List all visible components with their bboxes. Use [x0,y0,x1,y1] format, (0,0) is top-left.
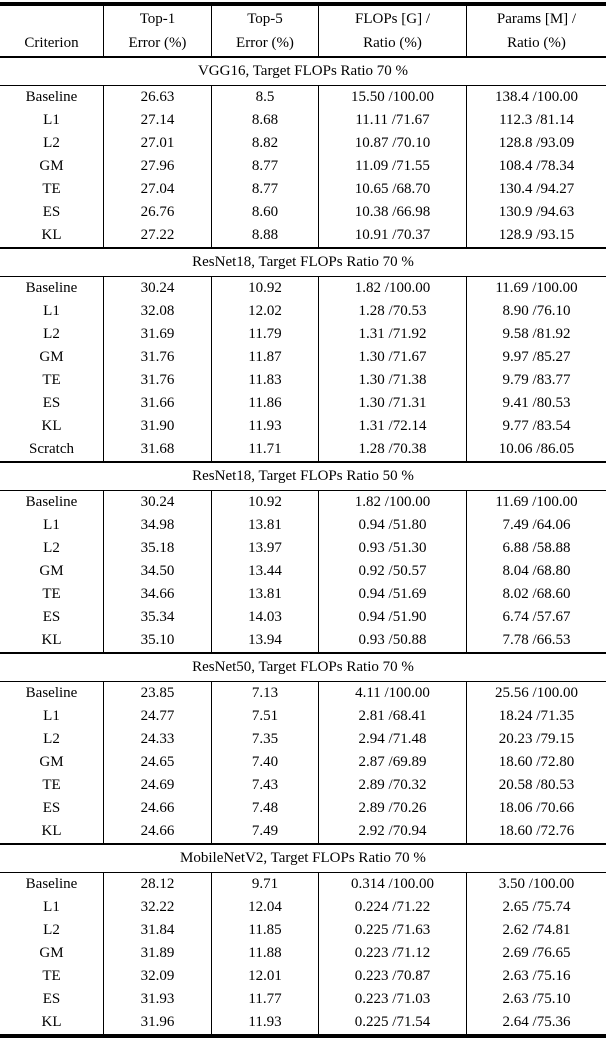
section-title: ResNet50, Target FLOPs Ratio 70 % [192,659,414,675]
cell-params: 9.41 /80.53 [466,392,606,415]
cell-params: 108.4 /78.34 [466,155,606,178]
cell-params: 128.8 /93.09 [466,132,606,155]
cell-params: 2.69 /76.65 [466,942,606,965]
cell-top5: 11.93 [211,1011,318,1034]
cell-flops: 2.89 /70.26 [318,797,466,820]
cell-criterion: L1 [43,112,60,128]
table-row [0,224,606,247]
cell-top1: 30.24 [103,491,211,514]
section-title: MobileNetV2, Target FLOPs Ratio 70 % [180,850,426,866]
cell-flops: 10.91 /70.37 [318,224,466,247]
cell-flops: 2.81 /68.41 [318,705,466,728]
cell-top1: 31.66 [103,392,211,415]
table-header-row [0,6,606,56]
cell-top1: 32.09 [103,965,211,988]
cell-top5: 10.92 [211,277,318,300]
cell-params: 9.77 /83.54 [466,415,606,438]
cell-flops: 0.223 /71.12 [318,942,466,965]
cell-top5: 13.44 [211,560,318,583]
cell-flops: 0.94 /51.90 [318,606,466,629]
cell-criterion: Baseline [25,494,78,510]
cell-top5: 7.40 [211,751,318,774]
cell-top1: 26.76 [103,201,211,224]
table-row [0,751,606,774]
table-row [0,109,606,132]
cell-top1: 27.01 [103,132,211,155]
cell-criterion: TE [42,181,61,197]
table-row [0,155,606,178]
cell-top1: 24.65 [103,751,211,774]
cell-top1: 31.89 [103,942,211,965]
table-row [0,323,606,346]
table-row [0,965,606,988]
cell-flops: 1.31 /72.14 [318,415,466,438]
cell-criterion: L1 [43,899,60,915]
table-row [0,988,606,1011]
cell-criterion: GM [39,158,64,174]
cell-top1: 27.22 [103,224,211,247]
header-top1-line1: Top-1 [139,11,176,27]
cell-top5: 8.68 [211,109,318,132]
section-title: VGG16, Target FLOPs Ratio 70 % [197,63,409,79]
cell-top1: 27.96 [103,155,211,178]
table-row [0,606,606,629]
cell-top5: 11.86 [211,392,318,415]
bottom-rule [0,1034,606,1038]
column-header-top1-error [103,6,211,56]
cell-params: 138.4 /100.00 [466,86,606,109]
cell-top1: 35.34 [103,606,211,629]
cell-top1: 30.24 [103,277,211,300]
cell-top1: 24.66 [103,797,211,820]
cell-top5: 10.92 [211,491,318,514]
cell-top5: 7.35 [211,728,318,751]
cell-top5: 13.81 [211,514,318,537]
table-row [0,132,606,155]
cell-top5: 11.77 [211,988,318,1011]
cell-params: 9.79 /83.77 [466,369,606,392]
cell-params: 7.49 /64.06 [466,514,606,537]
cell-criterion: ES [42,800,61,816]
cell-top1: 24.66 [103,820,211,843]
cell-criterion: L1 [43,708,60,724]
cell-top5: 12.01 [211,965,318,988]
column-header-params-ratio [466,6,606,56]
header-spacer [0,7,103,31]
cell-params: 18.06 /70.66 [466,797,606,820]
cell-params: 11.69 /100.00 [466,277,606,300]
header-top5-line2: Error (%) [236,35,294,51]
cell-top1: 26.63 [103,86,211,109]
cell-top1: 31.69 [103,323,211,346]
cell-criterion: L1 [43,517,60,533]
header-flops-line1: FLOPs [G] / [354,11,430,27]
cell-params: 18.60 /72.80 [466,751,606,774]
cell-top5: 11.88 [211,942,318,965]
table-row [0,705,606,728]
cell-criterion: L2 [43,540,60,556]
cell-top1: 34.50 [103,560,211,583]
cell-criterion: ES [42,991,61,1007]
cell-params: 130.4 /94.27 [466,178,606,201]
cell-top5: 13.97 [211,537,318,560]
cell-top5: 8.77 [211,155,318,178]
cell-criterion: TE [42,372,61,388]
cell-criterion: Baseline [25,280,78,296]
table-row [0,491,606,514]
cell-criterion: L2 [43,922,60,938]
cell-flops: 10.38 /66.98 [318,201,466,224]
cell-top5: 12.02 [211,300,318,323]
cell-top5: 11.85 [211,919,318,942]
header-top1-line2: Error (%) [128,35,187,51]
cell-criterion: KL [41,227,62,243]
cell-params: 2.63 /75.16 [466,965,606,988]
cell-params: 8.90 /76.10 [466,300,606,323]
cell-params: 2.62 /74.81 [466,919,606,942]
cell-top5: 12.04 [211,896,318,919]
cell-flops: 0.314 /100.00 [318,873,466,896]
cell-top1: 24.77 [103,705,211,728]
cell-flops: 2.94 /71.48 [318,728,466,751]
table-row [0,682,606,705]
table-row [0,438,606,461]
cell-flops: 2.89 /70.32 [318,774,466,797]
cell-top5: 7.51 [211,705,318,728]
cell-top5: 11.87 [211,346,318,369]
cell-criterion: L2 [43,731,60,747]
cell-top5: 13.94 [211,629,318,652]
cell-top1: 31.96 [103,1011,211,1034]
table-body [0,58,606,1038]
cell-criterion: GM [39,563,64,579]
cell-params: 9.97 /85.27 [466,346,606,369]
cell-params: 18.24 /71.35 [466,705,606,728]
cell-flops: 11.09 /71.55 [318,155,466,178]
table-row [0,583,606,606]
cell-params: 112.3 /81.14 [466,109,606,132]
table-row [0,896,606,919]
cell-criterion: KL [41,632,62,648]
cell-params: 10.06 /86.05 [466,438,606,461]
cell-params: 2.64 /75.36 [466,1011,606,1034]
cell-top5: 8.5 [211,86,318,109]
cell-flops: 10.87 /70.10 [318,132,466,155]
cell-top5: 11.93 [211,415,318,438]
cell-criterion: ES [42,204,61,220]
header-params-line2: Ratio (%) [507,35,566,51]
cell-flops: 1.28 /70.53 [318,300,466,323]
table-row [0,201,606,224]
cell-params: 2.63 /75.10 [466,988,606,1011]
table-row [0,629,606,652]
cell-flops: 10.65 /68.70 [318,178,466,201]
cell-flops: 0.92 /50.57 [318,560,466,583]
cell-criterion: GM [39,349,64,365]
cell-flops: 0.93 /50.88 [318,629,466,652]
table-row [0,300,606,323]
cell-top1: 27.04 [103,178,211,201]
column-header-top5-error [211,6,318,56]
cell-top5: 7.49 [211,820,318,843]
cell-flops: 1.30 /71.31 [318,392,466,415]
cell-params: 6.74 /57.67 [466,606,606,629]
cell-params: 6.88 /58.88 [466,537,606,560]
column-header-criterion [0,6,103,56]
cell-flops: 0.225 /71.54 [318,1011,466,1034]
cell-top5: 7.48 [211,797,318,820]
cell-flops: 2.92 /70.94 [318,820,466,843]
table-row [0,1011,606,1034]
header-params-line1: Params [M] / [496,11,577,27]
cell-flops: 1.30 /71.67 [318,346,466,369]
cell-params: 2.65 /75.74 [466,896,606,919]
cell-flops: 1.30 /71.38 [318,369,466,392]
cell-params: 3.50 /100.00 [466,873,606,896]
cell-top1: 35.18 [103,537,211,560]
cell-criterion: L2 [43,326,60,342]
cell-top5: 8.88 [211,224,318,247]
cell-top1: 32.22 [103,896,211,919]
cell-criterion: Scratch [29,441,74,457]
cell-flops: 0.93 /51.30 [318,537,466,560]
cell-top5: 13.81 [211,583,318,606]
cell-params: 8.02 /68.60 [466,583,606,606]
cell-criterion: ES [42,609,61,625]
cell-top1: 23.85 [103,682,211,705]
cell-flops: 1.31 /71.92 [318,323,466,346]
table-row [0,514,606,537]
cell-top1: 31.93 [103,988,211,1011]
cell-params: 8.04 /68.80 [466,560,606,583]
cell-params: 128.9 /93.15 [466,224,606,247]
cell-criterion: GM [39,945,64,961]
cell-flops: 1.82 /100.00 [318,491,466,514]
cell-top5: 8.82 [211,132,318,155]
cell-params: 18.60 /72.76 [466,820,606,843]
cell-params: 25.56 /100.00 [466,682,606,705]
cell-criterion: TE [42,968,61,984]
table-row [0,942,606,965]
cell-top1: 24.69 [103,774,211,797]
cell-top1: 24.33 [103,728,211,751]
cell-flops: 15.50 /100.00 [318,86,466,109]
cell-params: 20.58 /80.53 [466,774,606,797]
table-row [0,277,606,300]
cell-flops: 0.223 /70.87 [318,965,466,988]
cell-top1: 27.14 [103,109,211,132]
cell-top5: 7.43 [211,774,318,797]
cell-params: 11.69 /100.00 [466,491,606,514]
cell-criterion: L1 [43,303,60,319]
cell-criterion: Baseline [25,89,78,105]
cell-top5: 11.83 [211,369,318,392]
cell-top5: 8.77 [211,178,318,201]
cell-top5: 8.60 [211,201,318,224]
cell-top1: 32.08 [103,300,211,323]
cell-top1: 31.90 [103,415,211,438]
section-title: ResNet18, Target FLOPs Ratio 50 % [192,468,414,484]
cell-criterion: KL [41,418,62,434]
table-row [0,873,606,896]
cell-flops: 4.11 /100.00 [318,682,466,705]
cell-top5: 11.79 [211,323,318,346]
table-row [0,369,606,392]
cell-flops: 1.82 /100.00 [318,277,466,300]
cell-top1: 28.12 [103,873,211,896]
cell-top1: 34.66 [103,583,211,606]
section-title: ResNet18, Target FLOPs Ratio 70 % [192,254,414,270]
table-row [0,919,606,942]
table-row [0,86,606,109]
cell-criterion: TE [42,586,61,602]
cell-flops: 1.28 /70.38 [318,438,466,461]
table-row [0,774,606,797]
cell-params: 20.23 /79.15 [466,728,606,751]
table-row [0,537,606,560]
column-header-flops-ratio [318,6,466,56]
cell-flops: 0.224 /71.22 [318,896,466,919]
table-row [0,346,606,369]
cell-flops: 11.11 /71.67 [318,109,466,132]
cell-params: 9.58 /81.92 [466,323,606,346]
cell-top1: 31.84 [103,919,211,942]
cell-flops: 0.94 /51.80 [318,514,466,537]
header-top5-line1: Top-5 [247,11,283,27]
cell-flops: 0.223 /71.03 [318,988,466,1011]
cell-criterion: KL [41,1014,62,1030]
header-flops-line2: Ratio (%) [363,35,422,51]
cell-criterion: GM [39,754,64,770]
cell-top5: 11.71 [211,438,318,461]
table-row [0,797,606,820]
cell-params: 7.78 /66.53 [466,629,606,652]
cell-criterion: Baseline [25,685,78,701]
cell-top1: 34.98 [103,514,211,537]
cell-flops: 2.87 /69.89 [318,751,466,774]
cell-criterion: KL [41,823,62,839]
cell-top5: 9.71 [211,873,318,896]
table-row [0,415,606,438]
cell-top5: 14.03 [211,606,318,629]
cell-top1: 35.10 [103,629,211,652]
cell-criterion: L2 [43,135,60,151]
cell-params: 130.9 /94.63 [466,201,606,224]
cell-criterion: TE [42,777,61,793]
cell-criterion: Baseline [25,876,78,892]
table-row [0,820,606,843]
cell-flops: 0.225 /71.63 [318,919,466,942]
cell-flops: 0.94 /51.69 [318,583,466,606]
cell-top1: 31.76 [103,346,211,369]
cell-top5: 7.13 [211,682,318,705]
table-row [0,392,606,415]
cell-top1: 31.68 [103,438,211,461]
table-row [0,178,606,201]
header-criterion-label: Criterion [24,35,79,51]
table-row [0,560,606,583]
table-row [0,728,606,751]
cell-criterion: ES [42,395,61,411]
cell-top1: 31.76 [103,369,211,392]
